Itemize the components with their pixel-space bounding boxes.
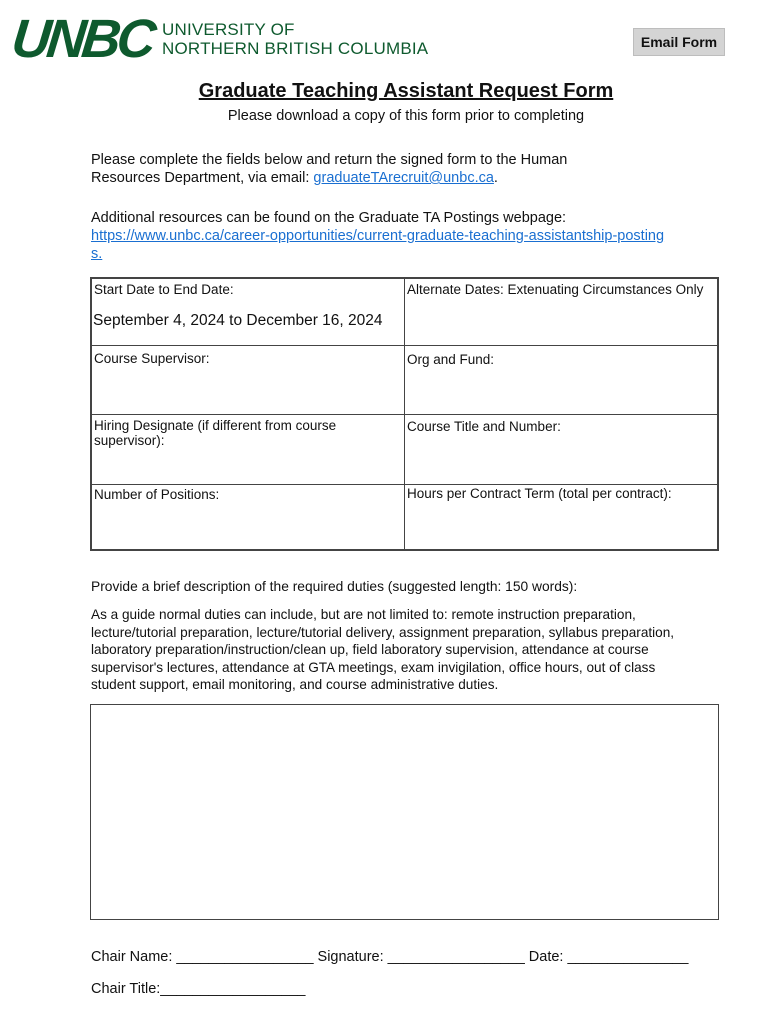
chair-signature-line: Chair Name: _________________ Signature: _________________ Date: _______________ <box>91 949 689 965</box>
course-supervisor-label: Course Supervisor: <box>94 351 210 366</box>
intro-text: Please complete the fields below and return the signed form to the Human Resources Department, via email: <box>91 152 568 186</box>
hr-email-link[interactable]: graduateTArecruit@unbc.ca <box>313 170 494 186</box>
hiring-designate-label: Hiring Designate (if different from course supervisor): <box>94 418 337 448</box>
hiring-designate-cell[interactable] <box>91 414 405 485</box>
duties-guide: As a guide normal duties can include, but are not limited to: remote instruction preparation, lecture/tutorial preparation, lecture/tutorial delivery, assignment preparation, syllabus preparation, laboratory preparation/instruction/clean up, field laboratory supervision, attendance at course supervisor's lectures, attendance at GTA meetings, exam invigilation, office hours, out of class student support, email monitoring, and course administrative duties. <box>91 607 675 692</box>
postings-link[interactable]: https://www.unbc.ca/career-opportunities/current-graduate-teaching-assistantship-postings. <box>91 228 665 262</box>
alternate-dates-cell[interactable] <box>404 278 718 346</box>
org-fund-cell[interactable] <box>404 345 718 415</box>
course-title-cell[interactable] <box>404 414 718 485</box>
alternate-dates-label: Alternate Dates: Extenuating Circumstances Only <box>407 282 704 297</box>
form-subtitle: Please download a copy of this form prior to completing <box>227 108 585 124</box>
email-form-button[interactable]: Email Form <box>633 28 725 56</box>
positions-cell[interactable] <box>91 484 405 550</box>
form-title: Graduate Teaching Assistant Request Form <box>198 80 614 102</box>
hours-label: Hours per Contract Term (total per contract): <box>407 486 672 501</box>
intro-paragraph <box>91 151 611 187</box>
positions-label: Number of Positions: <box>94 487 220 502</box>
intro-end: . <box>493 170 498 186</box>
course-supervisor-cell[interactable] <box>91 345 405 415</box>
course-title-label: Course Title and Number: <box>407 419 561 434</box>
chair-title-line: Chair Title:__________________ <box>91 981 306 997</box>
hours-cell[interactable] <box>404 484 718 550</box>
start-end-value: September 4, 2024 to December 16, 2024 <box>93 312 383 329</box>
resources-paragraph <box>91 209 671 263</box>
start-end-label: Start Date to End Date: <box>94 282 234 297</box>
unbc-logo <box>8 8 429 70</box>
resources-text: Additional resources can be found on the Graduate TA Postings webpage: <box>91 210 567 226</box>
org-fund-label: Org and Fund: <box>407 352 495 367</box>
logo-text <box>162 20 428 58</box>
duties-prompt: Provide a brief description of the required duties (suggested length: 150 words): <box>91 579 578 594</box>
logo-line-1: UNIVERSITY OF <box>162 20 295 39</box>
logo-line-2: NORTHERN BRITISH COLUMBIA <box>162 39 429 58</box>
duties-description-field[interactable] <box>90 704 719 920</box>
logo-mark: UNBC <box>8 9 156 69</box>
